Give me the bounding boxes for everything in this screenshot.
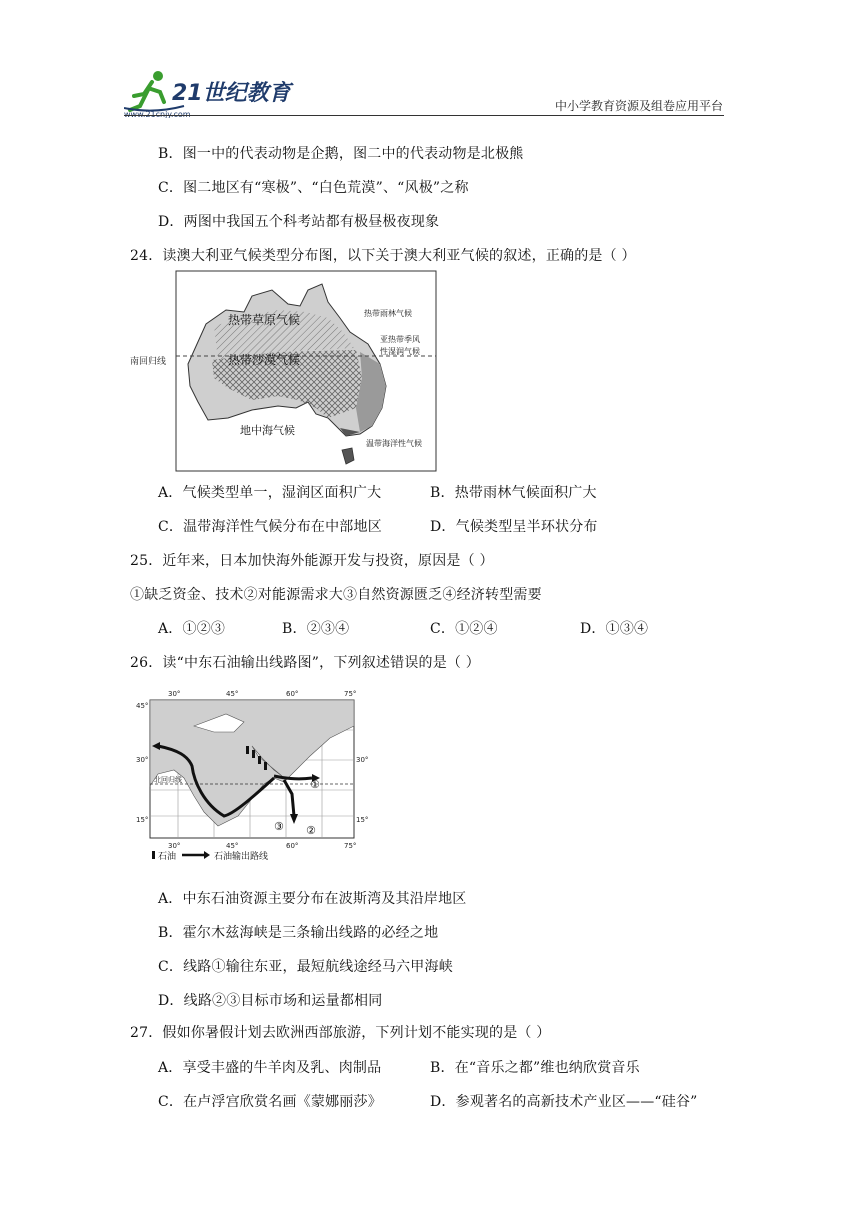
q23-option-b: B．图一中的代表动物是企鹅，图二中的代表动物是北极熊 — [158, 146, 524, 162]
lon-75-bottom: 75° — [344, 842, 357, 850]
lon-60-bottom: 60° — [286, 842, 299, 850]
q26-option-c: C．线路①输往东亚，最短航线途经马六甲海峡 — [158, 959, 453, 975]
q26-option-d: D．线路②③目标市场和运量都相同 — [158, 993, 383, 1009]
lon-30-bottom: 30° — [168, 842, 181, 850]
route-legend-arrow-icon — [204, 851, 210, 859]
lat-30-right: 30° — [356, 756, 369, 764]
subtropical-label-2: 性湿润气候 — [380, 347, 420, 356]
header-platform-text: 中小学教育资源及组卷应用平台 — [554, 99, 723, 113]
q27-option-b: B．在“音乐之都”维也纳欣赏音乐 — [430, 1060, 640, 1076]
q23-option-c: C．图二地区有“寒极”、“白色荒漠”、“风极”之称 — [158, 180, 469, 196]
q25-option-a: A．①②③ — [158, 621, 226, 637]
q24-option-c: C．温带海洋性气候分布在中部地区 — [158, 519, 382, 535]
subtropical-label-1: 亚热带季风 — [380, 335, 420, 344]
q25-items: ①缺乏资金、技术②对能源需求大③自然资源匮乏④经济转型需要 — [130, 587, 542, 603]
q24-option-a: A．气候类型单一，湿润区面积广大 — [158, 485, 382, 501]
australia-climate-map — [128, 268, 440, 474]
route-3-label: ③ — [274, 820, 284, 833]
brand-logo — [124, 68, 294, 118]
route-legend-label: 石油输出路线 — [214, 852, 269, 862]
rainforest-label: 热带雨林气候 — [364, 309, 412, 318]
q25-option-c: C．①②④ — [430, 621, 498, 637]
mediterranean-label: 地中海气候 — [240, 424, 295, 437]
lon-75-top: 75° — [344, 690, 357, 698]
q27-option-c: C．在卢浮宫欣赏名画《蒙娜丽莎》 — [158, 1094, 382, 1110]
lon-45-bottom: 45° — [226, 842, 239, 850]
q24-option-b: B．热带雨林气候面积广大 — [430, 485, 597, 501]
lon-60-top: 60° — [286, 690, 299, 698]
q24-stem: 24．读澳大利亚气候类型分布图，以下关于澳大利亚气候的叙述，正确的是（ ） — [130, 248, 636, 264]
q27-option-a: A．享受丰盛的牛羊肉及乳、肉制品 — [158, 1060, 382, 1076]
map-legend — [152, 850, 268, 862]
q25-option-b: B．②③④ — [282, 621, 350, 637]
q27-stem: 27．假如你暑假计划去欧洲西部旅游，下列计划不能实现的是（ ） — [130, 1025, 551, 1041]
q26-stem: 26．读“中东石油输出线路图”，下列叙述错误的是（ ） — [130, 655, 480, 671]
lat-15-right: 15° — [356, 816, 369, 824]
q27-option-d: D．参观著名的高新技术产业区——“硅谷” — [430, 1094, 698, 1110]
header-divider — [124, 115, 724, 116]
q23-option-d: D．两图中我国五个科考站都有极昼极夜现象 — [158, 214, 440, 230]
lat-15-left: 15° — [136, 816, 149, 824]
savanna-label: 热带草原气候 — [228, 313, 301, 327]
q24-option-d: D．气候类型呈半环状分布 — [430, 519, 598, 535]
tropic-label: 南回归线 — [130, 357, 167, 367]
lon-30-top: 30° — [168, 690, 181, 698]
q25-option-d: D．①③④ — [580, 621, 649, 637]
oil-legend-label: 石油 — [158, 852, 177, 862]
route-2-label: ② — [306, 824, 316, 837]
tropic-label: 北回归线 — [154, 776, 182, 784]
lat-30-left: 30° — [136, 756, 149, 764]
middle-east-oil-route-map — [134, 686, 374, 864]
q26-option-b: B．霍尔木兹海峡是三条输出线路的必经之地 — [158, 925, 439, 941]
temperate-marine-label: 温带海洋性气候 — [366, 439, 422, 448]
logo-main-text: 21世纪教育 — [172, 81, 291, 106]
oil-legend-icon — [152, 851, 155, 859]
route-1-label: ① — [310, 778, 320, 791]
logo-url-text: www.21cnjy.com — [124, 110, 191, 118]
desert-label: 热带沙漠气候 — [228, 353, 301, 367]
lat-45-left: 45° — [136, 702, 149, 710]
q25-stem: 25．近年来，日本加快海外能源开发与投资，原因是（ ） — [130, 553, 494, 569]
lon-45-top: 45° — [226, 690, 239, 698]
q26-option-a: A．中东石油资源主要分布在波斯湾及其沿岸地区 — [158, 891, 467, 907]
